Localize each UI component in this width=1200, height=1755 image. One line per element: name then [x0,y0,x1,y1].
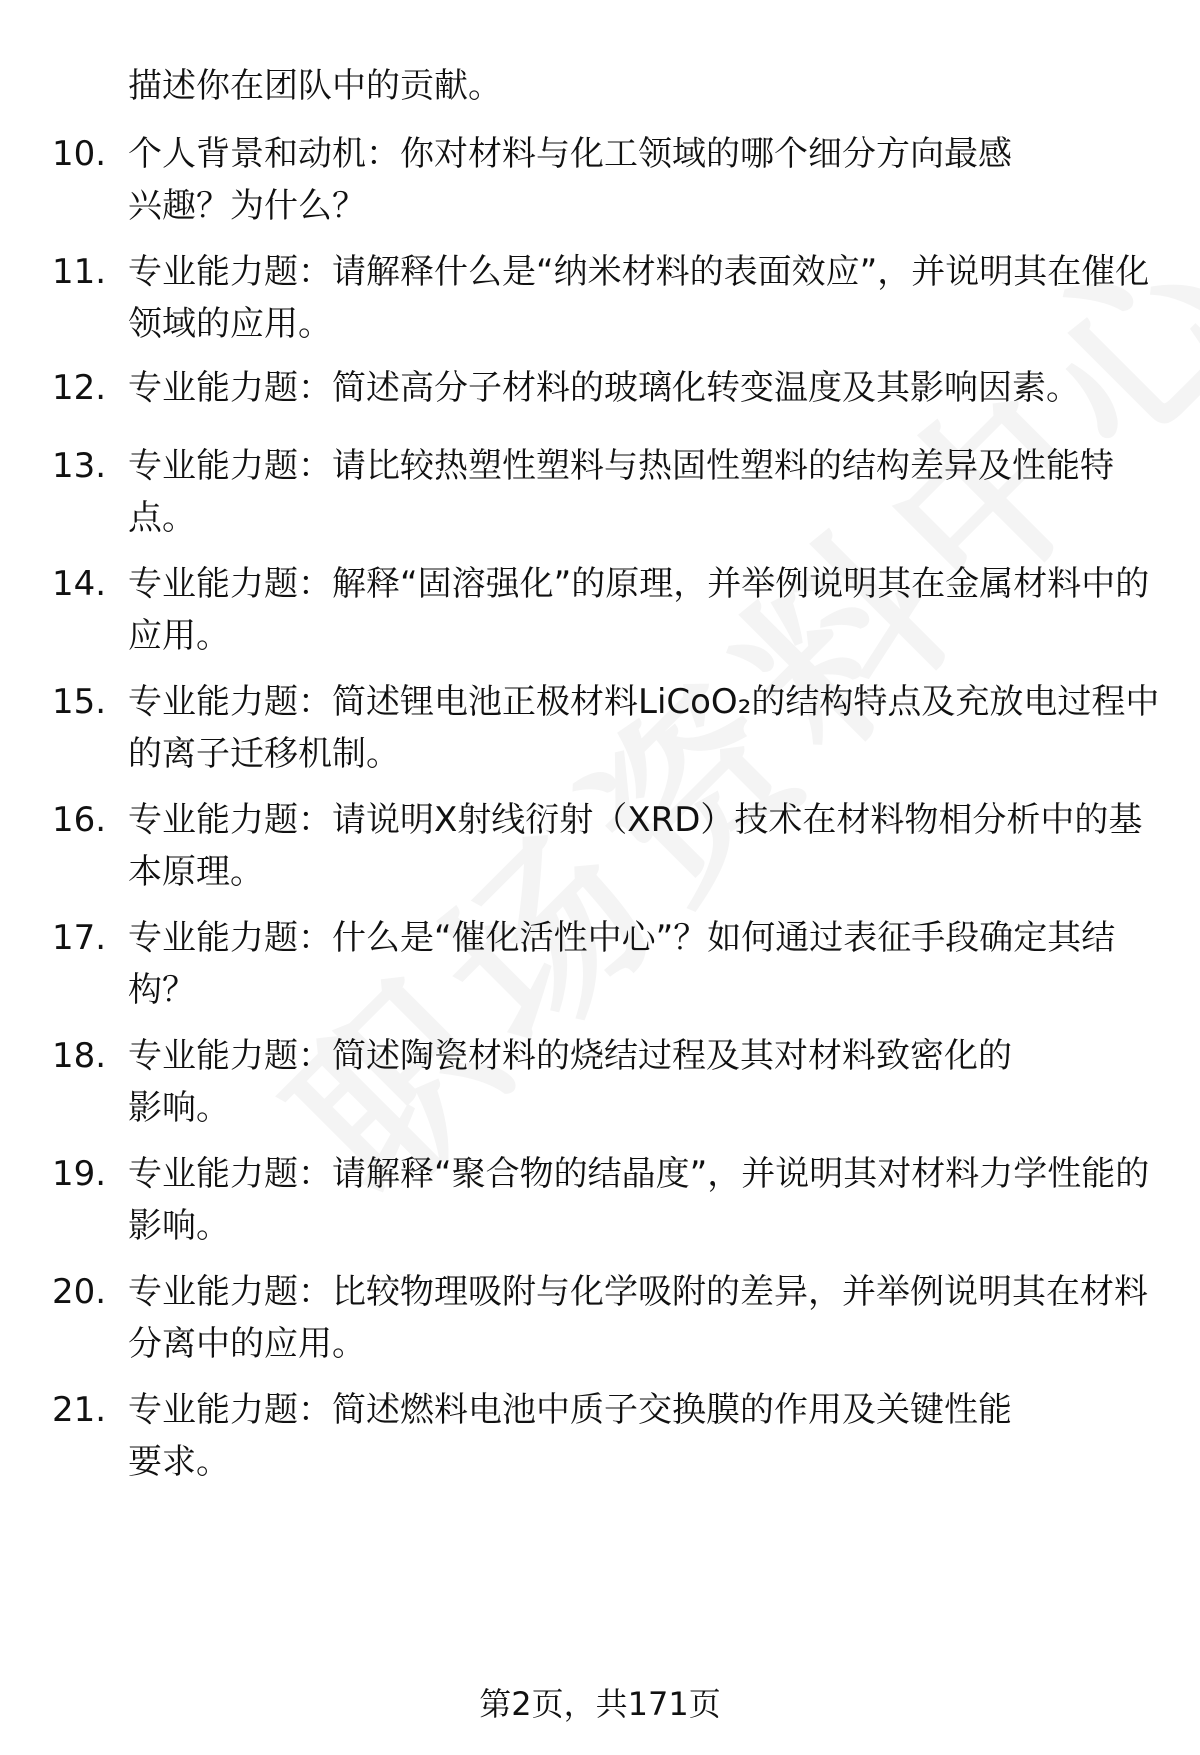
question-number: 12. [52,368,107,408]
question-item [52,912,1162,1016]
question-number: 13. [52,446,107,486]
question-text: 专业能力题：简述锂电池正极材料LiCoO₂的结构特点及充放电过程中的离子迁移机制。 [128,682,1160,774]
question-text: 专业能力题：请解释什么是“纳米材料的表面效应”，并说明其在催化领域的应用。 [128,252,1150,344]
question-text: 专业能力题：简述高分子材料的玻璃化转变温度及其影响因素。 [128,368,1080,408]
continued-question-text: 描述你在团队中的贡献。 [128,66,502,106]
question-number: 19. [52,1154,107,1194]
question-number: 15. [52,682,107,722]
question-number: 11. [52,252,107,292]
question-text: 专业能力题：简述陶瓷材料的烧结过程及其对材料致密化的影响。 [128,1036,1012,1128]
question-item [52,558,1162,662]
page-footer: 第2页，共171页 [479,1685,721,1723]
question-item [52,1266,1162,1370]
question-number: 16. [52,800,107,840]
question-number: 21. [52,1390,107,1430]
question-item [52,1148,1162,1252]
question-number: 17. [52,918,107,958]
question-text: 专业能力题：请解释“聚合物的结晶度”，并说明其对材料力学性能的影响。 [128,1154,1150,1246]
question-number: 10. [52,134,107,174]
question-item [52,440,1162,544]
question-item [52,362,1162,414]
question-number: 18. [52,1036,107,1076]
question-item [52,1384,1162,1488]
question-number: 20. [52,1272,107,1312]
question-text: 专业能力题：请比较热塑性塑料与热固性塑料的结构差异及性能特点。 [128,446,1114,538]
question-number: 14. [52,564,107,604]
question-text: 专业能力题：比较物理吸附与化学吸附的差异，并举例说明其在材料分离中的应用。 [128,1272,1148,1364]
question-item [52,1030,1162,1134]
question-item [52,246,1162,350]
question-text: 专业能力题：什么是“催化活性中心”？如何通过表征手段确定其结构？ [128,918,1116,1010]
question-item [52,794,1162,898]
question-text: 专业能力题：简述燃料电池中质子交换膜的作用及关键性能要求。 [128,1390,1012,1482]
question-text: 个人背景和动机：你对材料与化工领域的哪个细分方向最感兴趣？为什么？ [128,134,1012,226]
question-item [52,676,1162,780]
question-item [52,128,1162,232]
question-text: 专业能力题：请说明X射线衍射（XRD）技术在材料物相分析中的基本原理。 [128,800,1143,892]
question-text: 专业能力题：解释“固溶强化”的原理，并举例说明其在金属材料中的应用。 [128,564,1150,656]
